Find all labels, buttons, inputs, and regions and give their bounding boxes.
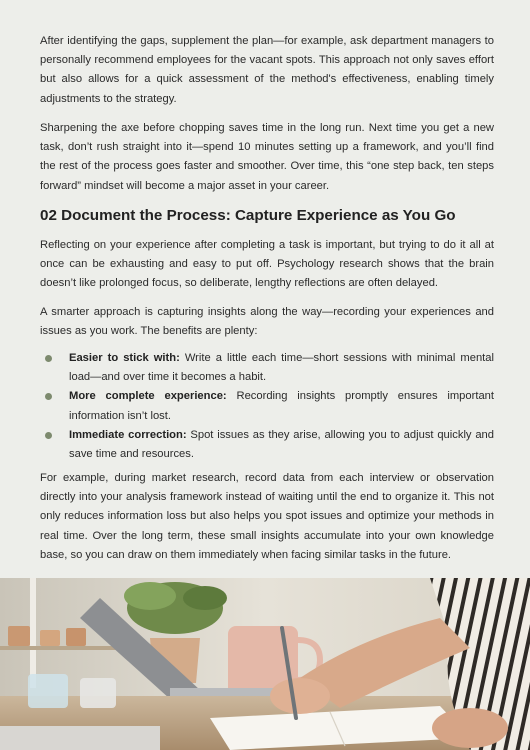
bullet-term: Easier to stick with:: [69, 352, 185, 364]
paragraph-smarter-approach: A smarter approach is capturing insights along the way—recording your experiences and issues as you work. The benefits are plenty:: [40, 306, 494, 338]
paragraph-sharpen-axe: Sharpening the axe before chopping saves time in the long run. Next time you get a new task, don’t rush straight into it—spend 10 minutes setting up a framework, and you’ll find the rest of the process goes faster and smoother. Over time, this “one step back, ten steps forward” mindset will become a major asset in your career.: [40, 122, 494, 192]
list-item: [40, 426, 494, 464]
bullet-dot-icon: [45, 355, 52, 362]
bullet-dot-icon: [45, 432, 52, 439]
bullet-dot-icon: [45, 393, 52, 400]
bullet-text: Write a little each time—short sessions with minimal mental load—and over time it becomes a habit.: [69, 352, 494, 384]
paragraph-reflecting: Reflecting on your experience after completing a task is important, but trying to do it all at once can be exhausting and easy to put off. Psychology research shows that the brain doesn’t like prolonged focus, so deliberate, lengthy reflections are often delayed.: [40, 239, 494, 290]
paragraph-example: For example, during market research, record data from each interview or observation directly into your analysis framework instead of waiting until the end to organize it. This not only reduces information loss but also helps you spot issues and optimize your methods in real time. Over the long term, these small insights accumulate into your own knowledge base, so you can draw on them immediately when facing similar tasks in the future.: [40, 472, 494, 561]
list-item: [40, 349, 494, 387]
bullet-term: Immediate correction:: [69, 428, 191, 441]
bullet-text: Recording insights promptly ensures important information isn’t lost.: [69, 390, 494, 422]
benefits-list: [40, 349, 494, 464]
desk-writing-photo: [0, 578, 530, 750]
bullet-text: Spot issues as they arise, allowing you to adjust quickly and save time and resources.: [69, 428, 494, 461]
bullet-term: More complete experience:: [69, 390, 237, 403]
paragraph-gaps: After identifying the gaps, supplement the plan—for example, ask department managers to personally recommend employees for the vacant spots. This approach not only saves effort but also allows for a quick assessment of the method's effectiveness, enabling timely adjustments to the strategy.: [40, 35, 494, 105]
list-item: [40, 387, 494, 425]
section-heading: 02 Document the Process: Capture Experience as You Go: [40, 207, 456, 224]
